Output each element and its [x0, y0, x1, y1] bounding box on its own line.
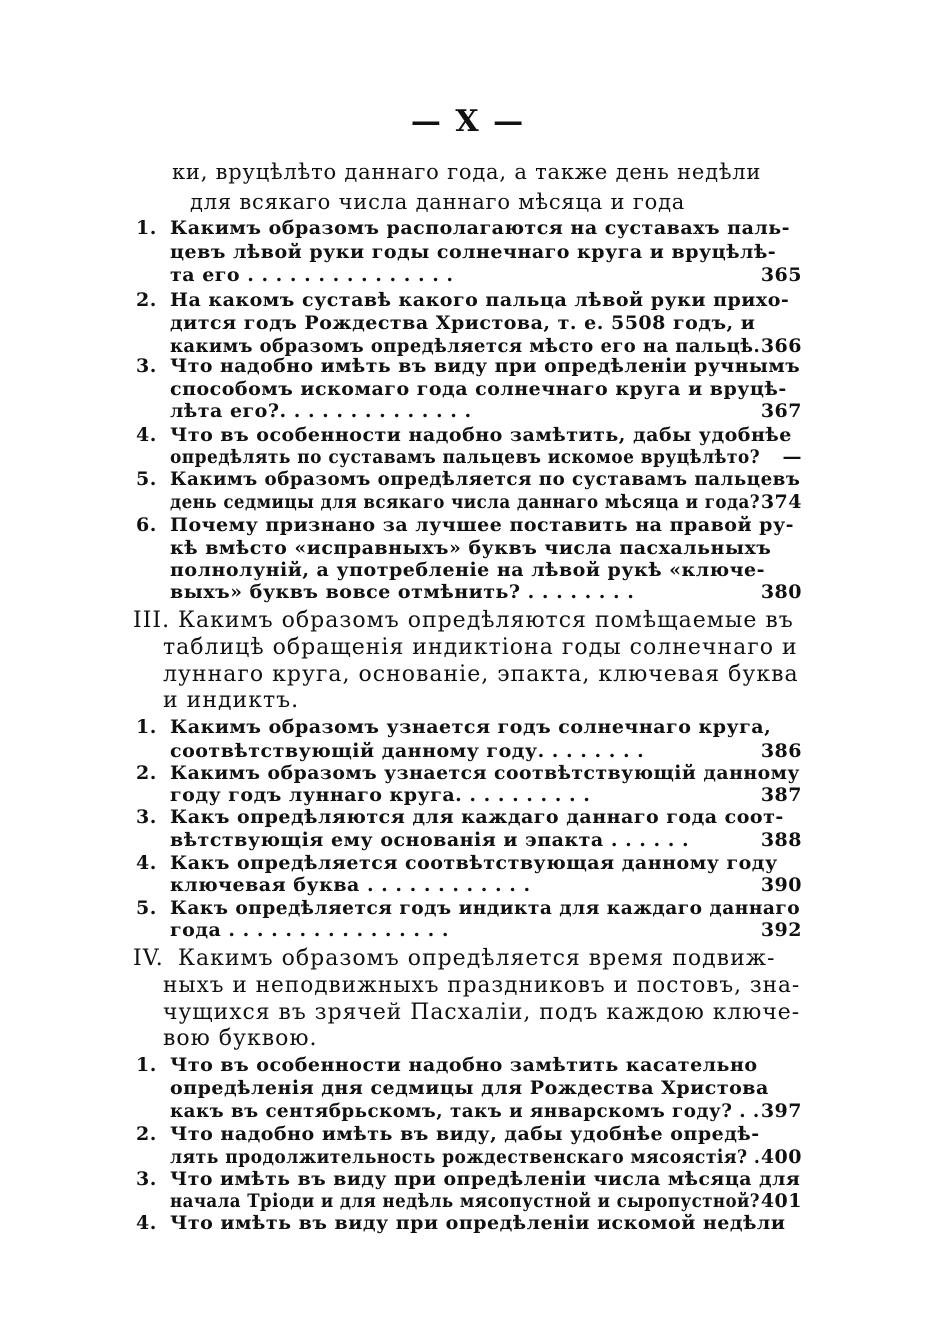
- entry-text: Какъ опредѣляются для каждаго даннаго года соот-: [170, 806, 784, 828]
- page-number: 400: [760, 1146, 802, 1168]
- entry-number: 2.: [136, 1123, 157, 1145]
- entry-text: ныхъ и неподвижныхъ праздниковъ и постовъ, зна-: [163, 973, 801, 998]
- entry-text: Что въ особенности надобно замѣтить касательно: [170, 1054, 758, 1076]
- page-number: 367: [760, 400, 802, 422]
- entry-text: лять продолжительность рождественскаго мясоястія? .: [170, 1146, 761, 1168]
- toc-entry-line: [0, 635, 936, 665]
- entry-text: день седмицы для всякаго числа даннаго мѣсяца и года?: [170, 491, 761, 513]
- page-number: 388: [760, 829, 802, 851]
- page-number: 380: [760, 581, 802, 603]
- toc-entry-line: [0, 190, 936, 220]
- entry-text: чущихся въ зрячей Пасхаліи, подъ каждою ключе-: [163, 1000, 801, 1025]
- entry-text: Какимъ образомъ опредѣляется по суставамъ пальцевъ: [170, 468, 801, 490]
- entry-text: На какомъ суставѣ какого пальца лѣвой руки прихо-: [170, 289, 790, 311]
- entry-text: Что имѣть въ виду при опредѣленіи числа мѣсяца для: [170, 1168, 801, 1190]
- entry-text: вѣтствующія ему основанія и эпакта . . . . . .: [170, 829, 690, 851]
- entry-text: кѣ вмѣсто «исправныхъ» буквъ числа пасхальныхъ: [170, 537, 772, 559]
- page-number: 397: [760, 1100, 802, 1122]
- entry-text: какъ въ сентябрьскомъ, такъ и январскомъ году? . .: [170, 1100, 760, 1122]
- entry-number: III.: [133, 608, 171, 633]
- entry-text: году годъ луннаго круга. . . . . . . . . .: [170, 784, 591, 806]
- entry-number: 1.: [136, 217, 157, 239]
- entry-text: Почему признано за лучшее поставить на правой ру-: [170, 514, 795, 536]
- toc-entry-first-line: [0, 946, 936, 976]
- toc-entry-line: [0, 160, 936, 190]
- entry-text: Какимъ образомъ располагаются на суставахъ паль-: [170, 217, 791, 239]
- entry-text: дится годъ Рождества Христова, т. е. 5508 годъ, и: [170, 312, 756, 334]
- entry-text: таблицѣ обращенія индиктіона годы солнечнаго и: [163, 635, 798, 660]
- entry-number: IV.: [133, 946, 164, 971]
- entry-number: 1.: [136, 716, 157, 738]
- page-number: 390: [760, 874, 802, 896]
- entry-text: ки, вруцѣлѣто даннаго года, а также день недѣли: [172, 160, 762, 184]
- page-number: 365: [760, 264, 802, 286]
- entry-text: полнолуній, а употребленіе на лѣвой рукѣ «ключе-: [170, 559, 766, 581]
- entry-text: цевъ лѣвой руки годы солнечнаго круга и вруцѣлѣ-: [170, 241, 777, 263]
- entry-number: 5.: [136, 468, 157, 490]
- entry-number: 6.: [136, 514, 157, 536]
- page-number: 401: [760, 1190, 802, 1212]
- entry-text: Какимъ образомъ опредѣляются помѣщаемые въ: [178, 608, 794, 633]
- entry-text: года . . . . . . . . . . . . . . . .: [170, 919, 449, 941]
- entry-number: 3.: [136, 355, 157, 377]
- page-number: 366: [760, 335, 802, 357]
- entry-text: Что въ особенности надобно замѣтить, дабы удобнѣе: [170, 424, 792, 446]
- entry-number: 5.: [136, 897, 157, 919]
- entry-number: 2.: [136, 762, 157, 784]
- toc-entry-line: [0, 973, 936, 1003]
- entry-text: Какимъ образомъ узнается соотвѣтствующій данному: [170, 762, 800, 784]
- page-number: 374: [760, 491, 802, 513]
- toc-entry-line: [0, 581, 936, 611]
- entry-number: 4.: [136, 424, 157, 446]
- entry-text: соотвѣтствующій данному году. . . . . . . .: [170, 740, 645, 762]
- page-number: —: [782, 446, 802, 468]
- entry-number: 2.: [136, 289, 157, 311]
- entry-text: ключевая буква . . . . . . . . . . . .: [170, 874, 531, 896]
- entry-text: Какимъ образомъ узнается годъ солнечнаго круга,: [170, 716, 772, 738]
- entry-text: лѣта его?. . . . . . . . . . . . . .: [170, 400, 472, 422]
- entry-number: 4.: [136, 1212, 157, 1234]
- entry-text: вою буквою.: [163, 1026, 318, 1051]
- toc-entry-first-line: [0, 608, 936, 638]
- entry-text: и индиктъ.: [163, 688, 300, 713]
- entry-text: Какъ опредѣляется соотвѣтствующая данному году: [170, 852, 778, 874]
- entry-number: 3.: [136, 1168, 157, 1190]
- toc-entry-first-line: [0, 1212, 936, 1242]
- entry-text: опредѣлять по суставамъ пальцевъ искомое вруцѣлѣто?: [170, 446, 761, 468]
- page-header-roman-numeral: — X —: [410, 104, 526, 139]
- toc-entry-line: [0, 688, 936, 718]
- page-number: 386: [760, 740, 802, 762]
- entry-number: 4.: [136, 852, 157, 874]
- entry-text: какимъ образомъ опредѣляется мѣсто его на пальцѣ.: [170, 335, 761, 357]
- entry-text: опредѣленія дня седмицы для Рождества Христова: [170, 1077, 769, 1099]
- entry-number: 3.: [136, 806, 157, 828]
- page-number: 387: [760, 784, 802, 806]
- entry-text: Какимъ образомъ опредѣляется время подвиж-: [178, 946, 776, 971]
- entry-text: та его . . . . . . . . . . . . . . .: [170, 264, 454, 286]
- entry-text: луннаго круга, основаніе, эпакта, ключевая буква: [163, 662, 799, 687]
- entry-text: для всякаго числа даннаго мѣсяца и года: [190, 190, 686, 214]
- page-number: 392: [760, 919, 802, 941]
- entry-number: 1.: [136, 1054, 157, 1076]
- entry-text: Что имѣть въ виду при опредѣленіи искомой недѣли: [170, 1212, 786, 1234]
- entry-text: Что надобно имѣть въ виду, дабы удобнѣе опредѣ-: [170, 1123, 760, 1145]
- entry-text: Какъ опредѣляется годъ индикта для каждаго даннаго: [170, 897, 801, 919]
- entry-text: выхъ» буквъ вовсе отмѣнить? . . . . . . . .: [170, 581, 635, 603]
- entry-text: начала Тріоди и для недѣль мясопустной и сыропустной?: [170, 1190, 760, 1212]
- entry-text: Что надобно имѣть въ виду при опредѣленіи ручнымъ: [170, 355, 801, 377]
- entry-text: способомъ искомаго года солнечнаго круга и вруцѣ-: [170, 378, 787, 400]
- toc-entry-line: [0, 919, 936, 949]
- toc-entry-line: [0, 1026, 936, 1056]
